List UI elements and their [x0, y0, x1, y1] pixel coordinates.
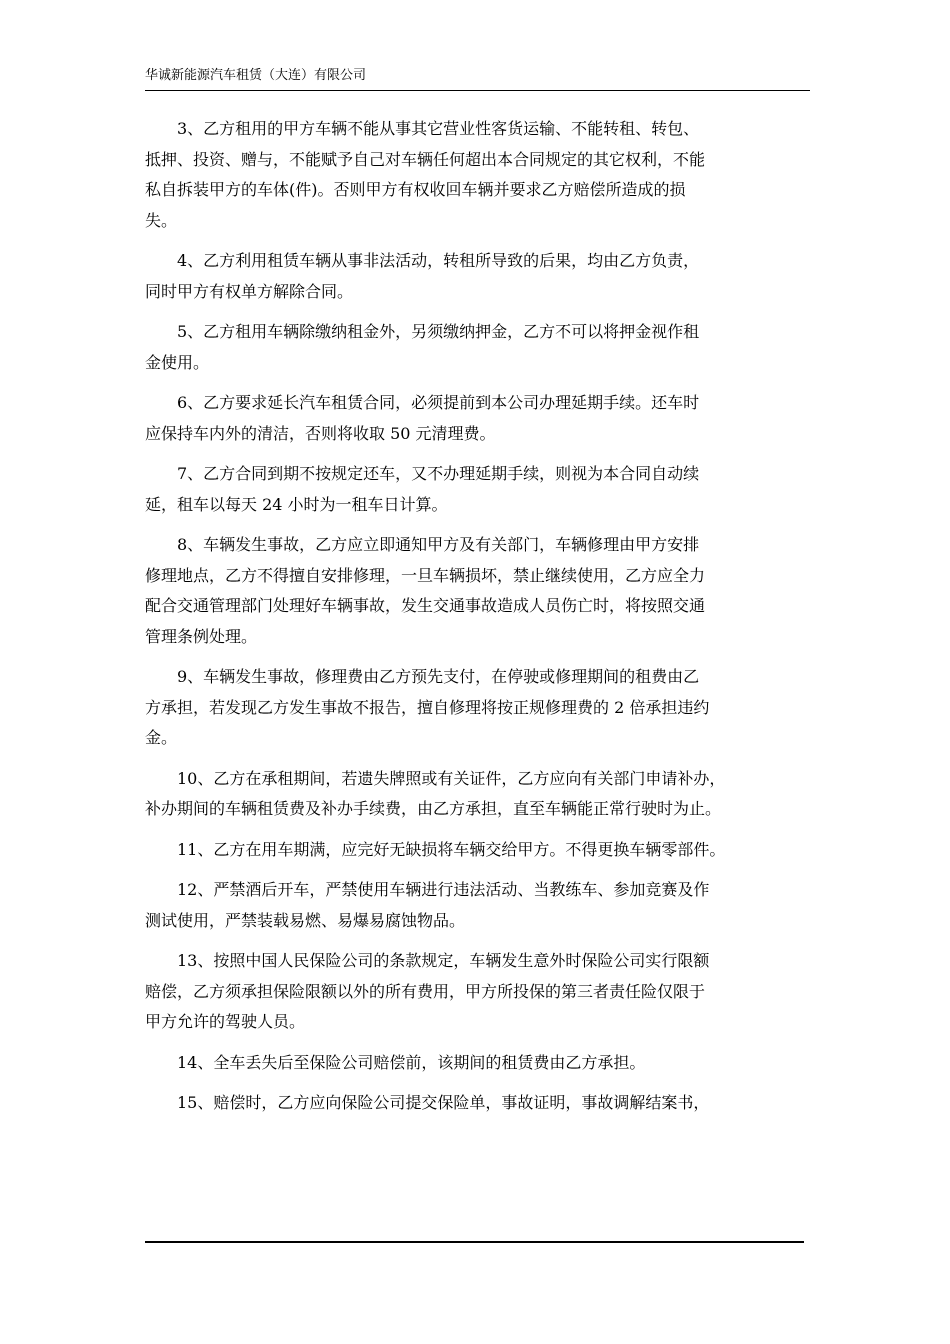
- contract-body: [145, 114, 810, 1129]
- clause-paragraph: [145, 946, 810, 1038]
- clause-paragraph: [145, 114, 810, 236]
- clause-first-line: 6、乙方要求延长汽车租赁合同，必须提前到本公司办理延期手续。还车时: [177, 393, 700, 412]
- clause-paragraph: [145, 1048, 810, 1079]
- clause-line: 配合交通管理部门处理好车辆事故，发生交通事故造成人员伤亡时，将按照交通: [145, 596, 706, 615]
- clause-line: 延，租车以每天 24 小时为一租车日计算。: [145, 494, 448, 514]
- clause-line: 补办期间的车辆租赁费及补办手续费，由乙方承担，直至车辆能正常行驶时为止。: [145, 799, 722, 818]
- clause-line: 方承担，若发现乙方发生事故不报告，擅自修理将按正规修理费的 2 倍承担违约: [145, 697, 710, 717]
- clause-first-line: 9、车辆发生事故，修理费由乙方预先支付，在停驶或修理期间的租费由乙: [177, 667, 700, 686]
- clause-first-line: 7、乙方合同到期不按规定还车，又不办理延期手续，则视为本合同自动续: [177, 464, 700, 483]
- clause-paragraph: [145, 835, 810, 866]
- clause-line: 修理地点，乙方不得擅自安排修理，一旦车辆损坏，禁止继续使用，乙方应全力: [145, 565, 706, 585]
- clause-line: 失。: [145, 210, 178, 230]
- clause-paragraph: [145, 764, 810, 825]
- clause-line: 赔偿，乙方须承担保险限额以外的所有费用，甲方所投保的第三者责任险仅限于: [145, 981, 706, 1001]
- clause-first-line: 4、乙方利用租赁车辆从事非法活动，转租所导致的后果，均由乙方负责，: [177, 251, 700, 270]
- clause-first-line: 12、严禁酒后开车，严禁使用车辆进行违法活动、当教练车、参加竞赛及作: [177, 880, 710, 899]
- clause-paragraph: [145, 1088, 810, 1119]
- clause-line: 管理条例处理。: [145, 626, 258, 646]
- clause-line: 金使用。: [145, 352, 210, 372]
- clause-paragraph: [145, 459, 810, 520]
- clause-first-line: 8、车辆发生事故，乙方应立即通知甲方及有关部门，车辆修理由甲方安排: [177, 535, 700, 554]
- clause-first-line: 11、乙方在用车期满，应完好无缺损将车辆交给甲方。不得更换车辆零部件。: [177, 839, 726, 859]
- clause-line: 应保持车内外的清洁，否则将收取 50 元清理费。: [145, 423, 496, 443]
- clause-paragraph: [145, 317, 810, 378]
- page-header: [145, 66, 810, 91]
- clause-line: 金。: [145, 728, 178, 747]
- clause-first-line: 14、全车丢失后至保险公司赔偿前，该期间的租赁费由乙方承担。: [177, 1052, 646, 1072]
- clause-first-line: 15、赔偿时，乙方应向保险公司提交保险单，事故证明，事故调解结案书，: [177, 1093, 710, 1112]
- header-company-name: 华诚新能源汽车租赁（大连）有限公司: [145, 68, 367, 83]
- clause-paragraph: [145, 875, 810, 936]
- clause-paragraph: [145, 246, 810, 307]
- clause-first-line: 13、按照中国人民保险公司的条款规定，车辆发生意外时保险公司实行限额: [177, 951, 710, 970]
- clause-paragraph: [145, 530, 810, 652]
- clause-paragraph: [145, 388, 810, 449]
- clause-line: 私自拆装甲方的车体(件)。否则甲方有权收回车辆并要求乙方赔偿所造成的损: [145, 180, 686, 199]
- clause-line: 同时甲方有权单方解除合同。: [145, 281, 354, 301]
- clause-line: 甲方允许的驾驶人员。: [145, 1012, 306, 1031]
- clause-line: 测试使用，严禁装载易燃、易爆易腐蚀物品。: [145, 910, 466, 930]
- footer-rule: [145, 1241, 804, 1243]
- clause-line: 抵押、投资、赠与，不能赋予自己对车辆任何超出本合同规定的其它权利，不能: [145, 149, 706, 169]
- clause-paragraph: [145, 662, 810, 754]
- clause-first-line: 3、乙方租用的甲方车辆不能从事其它营业性客货运输、不能转租、转包、: [177, 119, 700, 138]
- clause-first-line: 10、乙方在承租期间，若遗失牌照或有关证件，乙方应向有关部门申请补办，: [177, 768, 726, 788]
- clause-first-line: 5、乙方租用车辆除缴纳租金外，另须缴纳押金，乙方不可以将押金视作租: [177, 322, 700, 341]
